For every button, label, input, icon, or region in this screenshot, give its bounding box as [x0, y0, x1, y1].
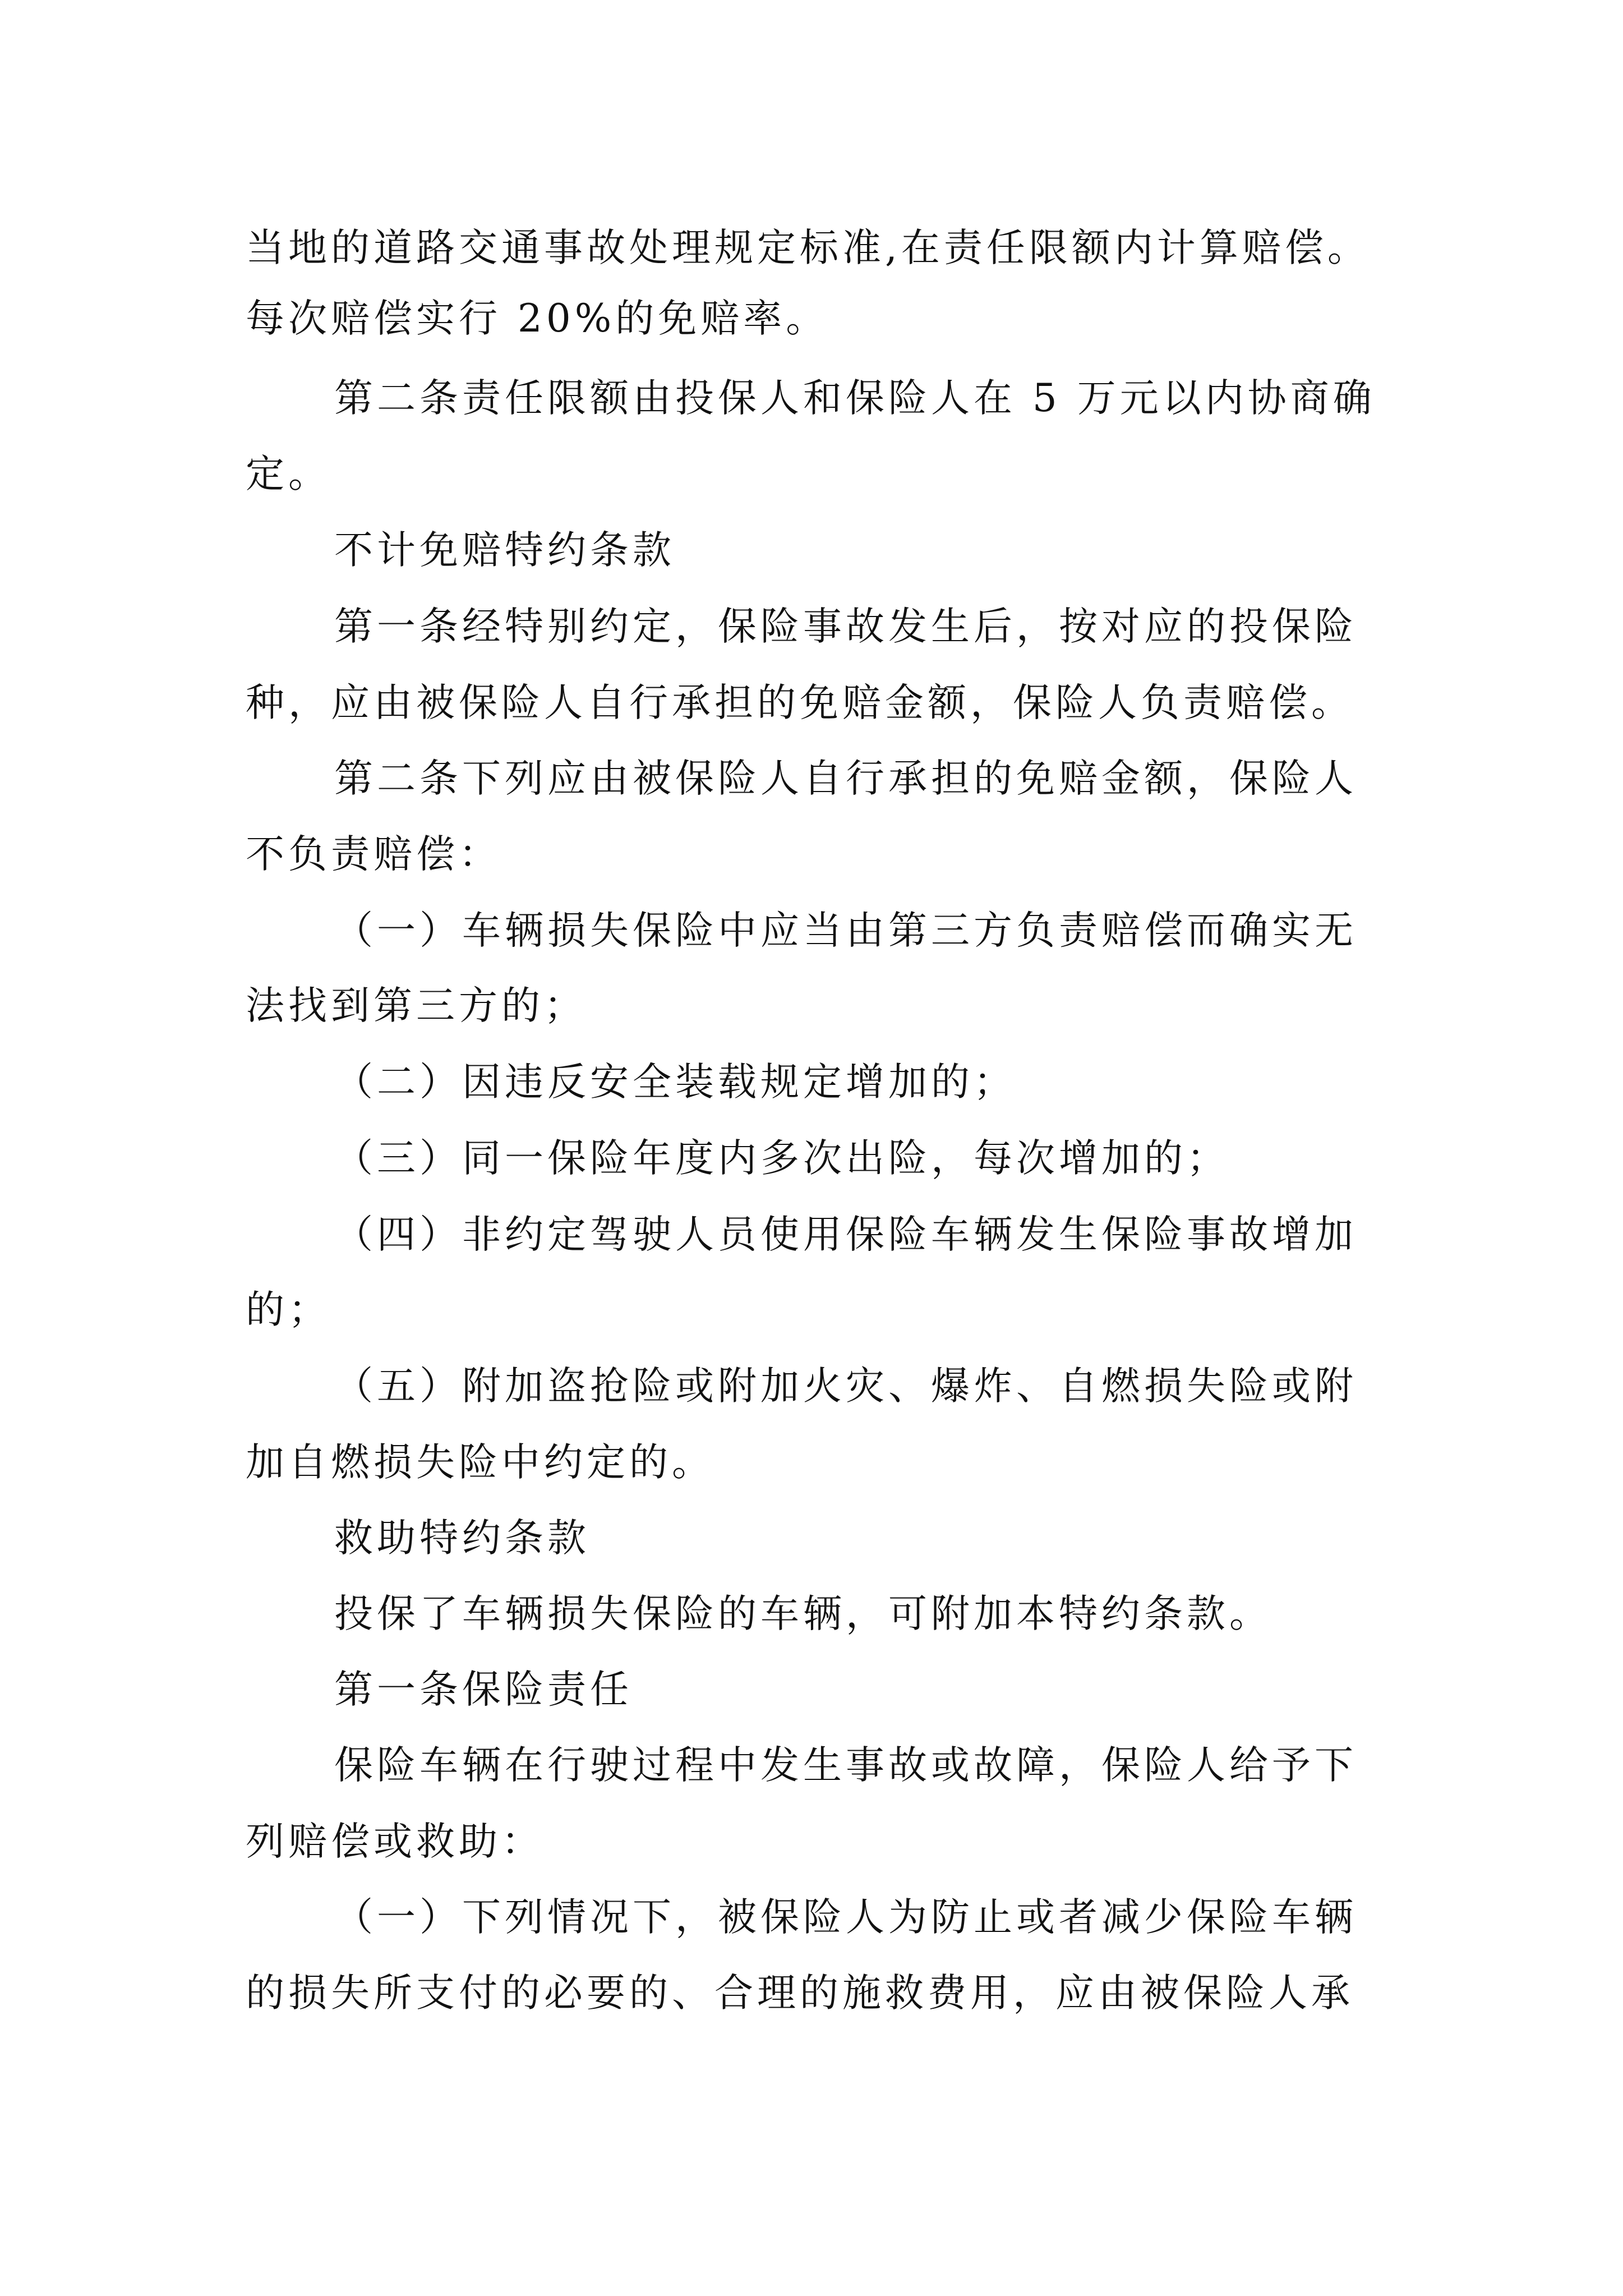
text-line: （一）车辆损失保险中应当由第三方负责赔偿而确实无	[334, 908, 1357, 953]
text-line: 第一条经特别约定，保险事故发生后，按对应的投保险	[334, 604, 1357, 649]
text-line: （二）因违反安全装载规定增加的；	[334, 1060, 1016, 1105]
text-line: 第一条保险责任	[334, 1667, 633, 1712]
text-line: 救助特约条款	[334, 1516, 590, 1561]
text-line: 每次赔偿实行 20%的免赔率。	[246, 296, 829, 341]
text-line: 列赔偿或救助：	[246, 1819, 544, 1864]
text-line: 的损失所支付的必要的、合理的施救费用，应由被保险人承	[246, 1971, 1354, 2016]
text-line: （五）附加盗抢险或附加火灾、爆炸、自燃损失险或附	[334, 1364, 1357, 1409]
text-line: 当地的道路交通事故处理规定标准,在责任限额内计算赔偿。	[246, 226, 1370, 270]
text-line: 不计免赔特约条款	[334, 528, 675, 573]
text-line: 加自燃损失险中约定的。	[246, 1440, 714, 1485]
text-line: 定。	[246, 452, 331, 496]
text-line: 种，应由被保险人自行承担的免赔金额，保险人负责赔偿。	[246, 680, 1354, 725]
text-line: 保险车辆在行驶过程中发生事故或故障，保险人给予下	[334, 1743, 1357, 1788]
text-line: 第二条责任限额由投保人和保险人在 5 万元以内协商确	[334, 376, 1376, 421]
text-line: （四）非约定驾驶人员使用保险车辆发生保险事故增加	[334, 1212, 1357, 1257]
text-line: 投保了车辆损失保险的车辆，可附加本特约条款。	[334, 1591, 1272, 1636]
text-line: 法找到第三方的；	[246, 983, 587, 1028]
text-line: （三）同一保险年度内多次出险，每次增加的；	[334, 1136, 1229, 1181]
text-line: 的；	[246, 1287, 331, 1332]
text-line: （一）下列情况下，被保险人为防止或者减少保险车辆	[334, 1895, 1357, 1940]
text-line: 不负责赔偿：	[246, 832, 501, 877]
text-line: 第二条下列应由被保险人自行承担的免赔金额，保险人	[334, 756, 1357, 801]
